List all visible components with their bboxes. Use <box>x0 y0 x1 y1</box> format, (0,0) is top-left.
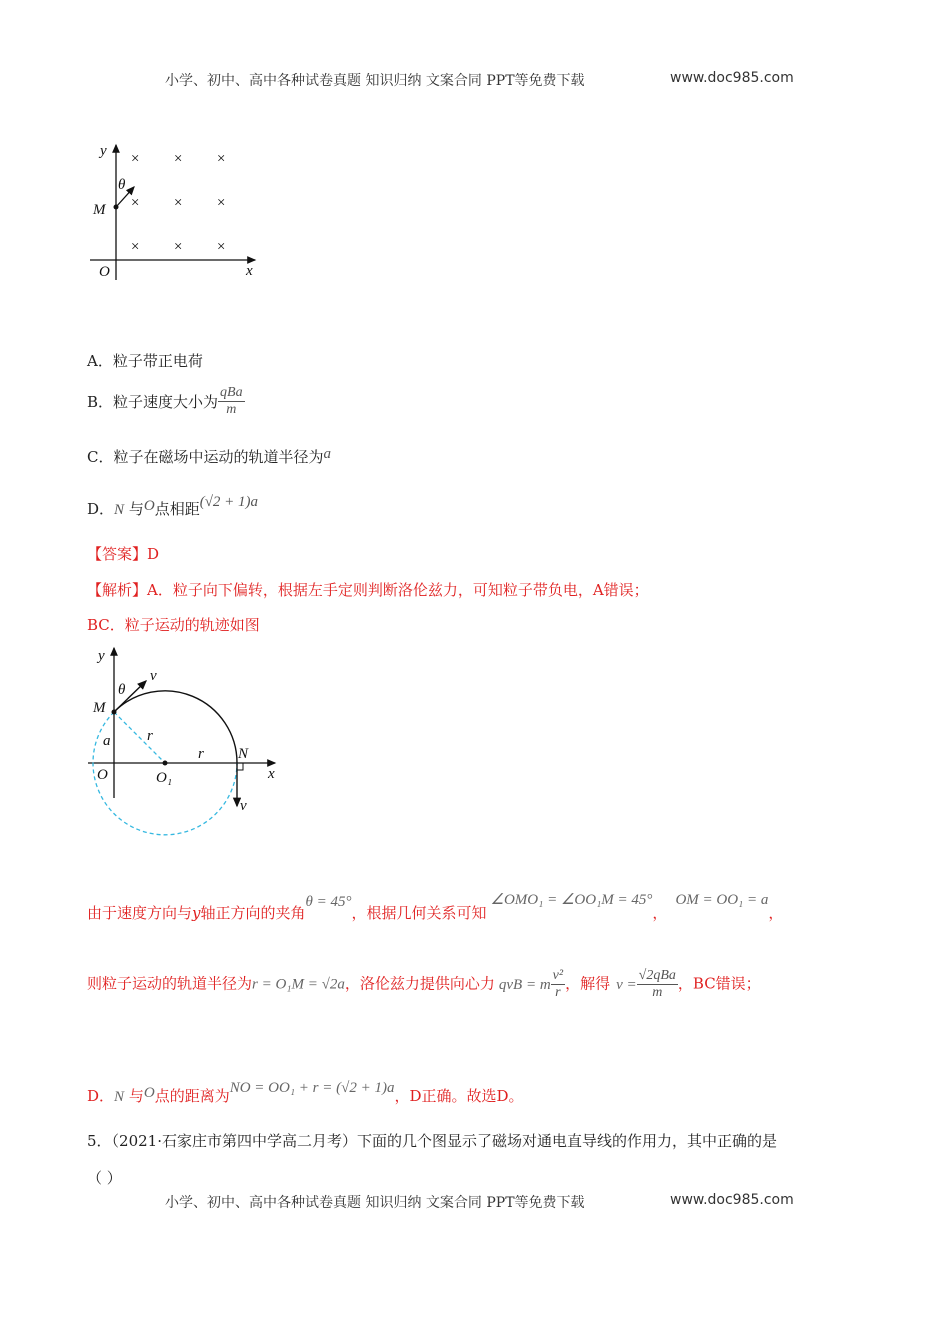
label: D． <box>87 1087 115 1105</box>
question-5: 5．（2021·石家庄市第四中学高二月考）下面的几个图显示了磁场对通电直导线的作用力，其中正确的是 <box>87 1132 777 1150</box>
label: r <box>555 985 561 1000</box>
label: θ <box>118 177 126 193</box>
analysis-line1 <box>87 579 649 600</box>
label: x <box>246 263 253 279</box>
label: ，D正确。故选D。 <box>394 1087 524 1105</box>
label: 【答案】 <box>87 545 148 563</box>
label: N <box>114 1089 125 1105</box>
footer-url[interactable]: www.doc985.com <box>670 1192 794 1208</box>
label: ，洛伦兹力提供向心力 <box>344 974 495 993</box>
label: √2qBa <box>638 968 676 983</box>
label: 点的距离为 <box>154 1087 230 1105</box>
label: O <box>97 767 108 783</box>
label: v² <box>552 968 564 983</box>
option-a: A．粒子带正电荷 <box>87 352 203 370</box>
option-c <box>87 446 331 467</box>
label: × <box>173 195 184 211</box>
footer-text: 小学、初中、高中各种试卷真题 知识归纳 文案合同 PPT等免费下载 <box>165 1195 585 1211</box>
label: A．粒子向下偏转，根据左手定则判断洛伦兹力，可知粒子带负电，A错误； <box>147 581 649 599</box>
label: ，根据几何关系可知 <box>351 904 487 922</box>
label: y <box>98 648 105 664</box>
label: 与 <box>128 500 144 518</box>
option-b <box>87 385 245 418</box>
label: v <box>240 798 247 814</box>
label: D <box>147 545 160 563</box>
label: θ = 45° <box>305 894 352 910</box>
label: 【解析】 <box>87 581 148 599</box>
label: M <box>93 700 106 716</box>
label: 与 <box>128 1087 144 1105</box>
label: 由于速度方向与 <box>87 904 193 922</box>
label: a <box>323 446 331 462</box>
header-url[interactable]: www.doc985.com <box>670 70 794 86</box>
analysis-line4 <box>87 968 761 1001</box>
label: × <box>130 239 141 255</box>
label: B．粒子速度大小为 <box>87 393 219 411</box>
label: C．粒子在磁场中运动的轨道半径为 <box>87 448 324 466</box>
analysis-line5 <box>87 1080 524 1106</box>
label: × <box>216 151 227 167</box>
label: O <box>143 498 155 514</box>
option-d <box>87 494 258 519</box>
label: v = <box>616 976 637 993</box>
label: O <box>99 264 110 280</box>
label: m <box>226 402 237 417</box>
label: θ <box>118 682 126 698</box>
figure-trajectory <box>88 648 275 835</box>
label: D． <box>87 500 115 518</box>
label: qBa <box>220 385 243 400</box>
label: × <box>130 151 141 167</box>
label: × <box>216 239 227 255</box>
label: r <box>147 728 153 744</box>
label: (√2 + 1)a <box>199 494 259 510</box>
label: × <box>173 151 184 167</box>
label: O₁ <box>156 770 173 786</box>
trajectory-arc <box>114 691 237 763</box>
label: M <box>93 202 106 218</box>
label: y <box>192 904 201 922</box>
label: qvB = m <box>498 976 551 993</box>
label: N <box>238 746 249 762</box>
analysis-line2: BC．粒子运动的轨迹如图 <box>87 616 260 634</box>
label: a <box>103 733 111 749</box>
label: x <box>268 766 275 782</box>
label: O <box>143 1085 155 1101</box>
label: 点相距 <box>154 500 200 518</box>
figure-magnetic-field <box>90 143 255 280</box>
label: v <box>150 668 157 684</box>
answer <box>87 543 159 564</box>
label: ∠OMO₁ = ∠OO₁M = 45° <box>490 892 653 908</box>
label: OM = OO₁ = a <box>675 892 769 908</box>
label: r = O₁M = √2a <box>252 976 345 993</box>
label: NO = OO₁ + r = (√2 + 1)a <box>229 1080 395 1096</box>
field-crosses <box>130 151 226 255</box>
label: 则粒子运动的轨道半径为 <box>87 974 253 993</box>
header-text: 小学、初中、高中各种试卷真题 知识归纳 文案合同 PPT等免费下载 <box>165 73 585 89</box>
label: y <box>100 143 107 159</box>
analysis-line3 <box>87 890 783 923</box>
label: ， <box>768 904 784 922</box>
label: × <box>216 195 227 211</box>
label: ，BC错误； <box>677 974 761 993</box>
label: ，解得 <box>565 974 611 993</box>
question-5-blank: （ ） <box>87 1169 122 1187</box>
label: × <box>173 239 184 255</box>
label: × <box>130 195 141 211</box>
label: N <box>114 502 125 518</box>
label: r <box>198 746 204 762</box>
label: m <box>652 985 663 1000</box>
label: 轴正方向的夹角 <box>200 904 306 922</box>
label: ， <box>652 904 668 922</box>
